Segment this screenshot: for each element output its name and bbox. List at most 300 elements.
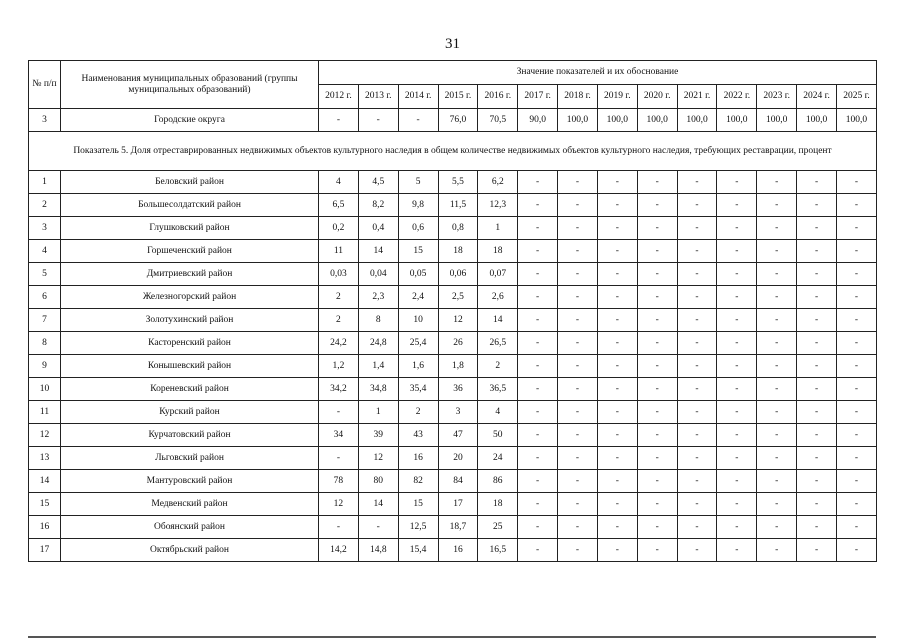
row-value: 15 (398, 493, 438, 516)
row-value: 4 (319, 171, 359, 194)
row-name: Обоянский район (61, 516, 319, 539)
row-value: - (677, 355, 717, 378)
row-value: 2 (478, 355, 518, 378)
table-row (29, 240, 877, 263)
row-value: - (518, 378, 558, 401)
row-value: - (757, 539, 797, 562)
row-name: Конышевский район (61, 355, 319, 378)
row-value: - (717, 401, 757, 424)
row-value: - (558, 516, 598, 539)
row-value: 1 (478, 217, 518, 240)
row-value: - (757, 355, 797, 378)
row-value: 10 (398, 309, 438, 332)
row-value: - (717, 286, 757, 309)
row-value: 8,2 (358, 194, 398, 217)
row-value: - (757, 378, 797, 401)
row-value: - (518, 470, 558, 493)
row-value: 9,8 (398, 194, 438, 217)
row-value: - (797, 171, 837, 194)
header-year: 2024 г. (797, 85, 837, 109)
row-value: - (836, 217, 876, 240)
row-value: - (319, 109, 359, 132)
row-value: 17 (438, 493, 478, 516)
row-value: - (836, 378, 876, 401)
row-value: - (717, 332, 757, 355)
row-value: - (836, 355, 876, 378)
row-value: 5 (398, 171, 438, 194)
row-value: - (757, 470, 797, 493)
table-row (29, 401, 877, 424)
row-value: - (597, 378, 637, 401)
row-value: - (757, 447, 797, 470)
row-value: - (558, 355, 598, 378)
row-value: - (518, 401, 558, 424)
table-row (29, 286, 877, 309)
row-name: Кореневский район (61, 378, 319, 401)
table-row (29, 424, 877, 447)
row-value: 50 (478, 424, 518, 447)
row-value: 3 (438, 401, 478, 424)
row-value: 15,4 (398, 539, 438, 562)
row-value: 36 (438, 378, 478, 401)
row-name: Мантуровский район (61, 470, 319, 493)
row-value: 0,05 (398, 263, 438, 286)
row-name: Беловский район (61, 171, 319, 194)
row-value: - (797, 424, 837, 447)
row-value: - (597, 539, 637, 562)
table-row (29, 217, 877, 240)
row-value: 34 (319, 424, 359, 447)
row-value: 0,4 (358, 217, 398, 240)
row-value: 12 (358, 447, 398, 470)
row-value: - (677, 309, 717, 332)
row-value: 6,2 (478, 171, 518, 194)
row-name: Городские округа (61, 109, 319, 132)
row-value: - (398, 109, 438, 132)
row-value: 82 (398, 470, 438, 493)
row-value: 70,5 (478, 109, 518, 132)
row-value: 0,07 (478, 263, 518, 286)
row-value: - (518, 309, 558, 332)
header-year: 2019 г. (597, 85, 637, 109)
row-value: 2 (319, 309, 359, 332)
row-value: - (717, 194, 757, 217)
row-value: - (518, 240, 558, 263)
table-body (29, 109, 877, 562)
row-value: - (518, 539, 558, 562)
row-value: - (637, 401, 677, 424)
row-value: - (717, 470, 757, 493)
row-value: - (797, 539, 837, 562)
row-value: - (677, 424, 717, 447)
table-row (29, 447, 877, 470)
row-value: - (836, 516, 876, 539)
row-value: - (597, 401, 637, 424)
row-value: - (717, 309, 757, 332)
row-value: - (797, 447, 837, 470)
row-value: - (358, 516, 398, 539)
row-value: 1,2 (319, 355, 359, 378)
row-value: - (677, 171, 717, 194)
row-value: - (717, 447, 757, 470)
row-value: 34,2 (319, 378, 359, 401)
row-value: - (597, 309, 637, 332)
row-value: 2 (319, 286, 359, 309)
row-name: Медвенский район (61, 493, 319, 516)
row-value: 100,0 (637, 109, 677, 132)
row-value: - (518, 263, 558, 286)
row-value: 18 (478, 240, 518, 263)
row-value: 1,6 (398, 355, 438, 378)
row-value: 20 (438, 447, 478, 470)
row-number: 9 (29, 355, 61, 378)
row-value: 11,5 (438, 194, 478, 217)
row-value: - (358, 109, 398, 132)
row-value: - (717, 516, 757, 539)
row-value: - (597, 355, 637, 378)
row-name: Октябрьский район (61, 539, 319, 562)
table-row (29, 378, 877, 401)
row-value: 11 (319, 240, 359, 263)
row-value: - (797, 286, 837, 309)
row-value: 14 (358, 240, 398, 263)
row-value: 1,8 (438, 355, 478, 378)
row-name: Горшеченский район (61, 240, 319, 263)
row-value: 2,6 (478, 286, 518, 309)
row-value: 39 (358, 424, 398, 447)
row-value: - (637, 539, 677, 562)
row-number: 14 (29, 470, 61, 493)
row-value: - (797, 217, 837, 240)
row-number: 8 (29, 332, 61, 355)
row-value: - (717, 355, 757, 378)
row-value: 24 (478, 447, 518, 470)
row-value: - (637, 516, 677, 539)
row-value: - (597, 240, 637, 263)
header-num: № п/п (29, 61, 61, 109)
header-name: Наименования муниципальных образований (группы муниципальных образований) (61, 61, 319, 109)
row-value: - (597, 493, 637, 516)
row-value: - (518, 332, 558, 355)
row-value: - (637, 171, 677, 194)
row-value: 12 (438, 309, 478, 332)
row-value: - (717, 240, 757, 263)
row-value: - (597, 470, 637, 493)
header-year: 2022 г. (717, 85, 757, 109)
header-year: 2020 г. (637, 85, 677, 109)
row-value: - (637, 240, 677, 263)
row-value: - (836, 493, 876, 516)
row-value: - (597, 447, 637, 470)
row-value: - (518, 194, 558, 217)
row-value: - (518, 516, 558, 539)
row-value: 25,4 (398, 332, 438, 355)
row-value: 100,0 (558, 109, 598, 132)
row-value: - (637, 309, 677, 332)
row-value: 34,8 (358, 378, 398, 401)
row-value: - (677, 516, 717, 539)
row-value: - (637, 355, 677, 378)
section-title: Показатель 5. Доля отреставрированных недвижимых объектов культурного наследия в общем количестве недвижимых объектов культурного наследия, требующих реставрации, процент (29, 132, 877, 171)
row-value: - (637, 447, 677, 470)
row-number: 12 (29, 424, 61, 447)
table-row-top (29, 109, 877, 132)
row-value: 24,8 (358, 332, 398, 355)
row-value: - (797, 263, 837, 286)
row-value: 16 (398, 447, 438, 470)
row-value: - (797, 516, 837, 539)
row-value: - (518, 286, 558, 309)
row-number: 15 (29, 493, 61, 516)
header-year: 2012 г. (319, 85, 359, 109)
row-value: - (677, 286, 717, 309)
row-value: 26,5 (478, 332, 518, 355)
row-name: Касторенский район (61, 332, 319, 355)
header-row-group (29, 61, 877, 85)
row-value: - (836, 286, 876, 309)
row-value: - (797, 194, 837, 217)
row-value: - (558, 378, 598, 401)
row-value: 6,5 (319, 194, 359, 217)
row-value: - (677, 217, 717, 240)
row-value: - (597, 263, 637, 286)
row-value: - (518, 447, 558, 470)
row-number: 17 (29, 539, 61, 562)
row-value: - (717, 378, 757, 401)
page-bottom-rule (28, 636, 876, 638)
row-value: 15 (398, 240, 438, 263)
row-value: - (558, 539, 598, 562)
row-value: - (558, 470, 598, 493)
table-row (29, 332, 877, 355)
row-value: - (836, 309, 876, 332)
row-value: - (677, 493, 717, 516)
row-value: - (836, 539, 876, 562)
row-value: - (558, 240, 598, 263)
row-value: - (558, 194, 598, 217)
row-value: - (558, 263, 598, 286)
row-value: 14 (358, 493, 398, 516)
row-value: 12,3 (478, 194, 518, 217)
row-value: 2 (398, 401, 438, 424)
row-value: - (677, 470, 717, 493)
row-value: - (797, 401, 837, 424)
row-value: - (797, 493, 837, 516)
row-value: 8 (358, 309, 398, 332)
row-value: - (677, 447, 717, 470)
header-year: 2025 г. (836, 85, 876, 109)
row-value: - (597, 217, 637, 240)
row-name: Железногорский район (61, 286, 319, 309)
row-value: 18 (478, 493, 518, 516)
row-name: Глушковский район (61, 217, 319, 240)
row-value: - (637, 286, 677, 309)
row-value: - (319, 447, 359, 470)
row-value: - (597, 424, 637, 447)
row-value: 0,06 (438, 263, 478, 286)
row-value: - (558, 171, 598, 194)
row-value: - (677, 332, 717, 355)
row-value: 0,6 (398, 217, 438, 240)
header-year: 2017 г. (518, 85, 558, 109)
row-value: 1,4 (358, 355, 398, 378)
row-value: - (597, 332, 637, 355)
row-value: - (558, 309, 598, 332)
row-value: 16,5 (478, 539, 518, 562)
section-row (29, 132, 877, 171)
row-value: - (319, 401, 359, 424)
row-number: 1 (29, 171, 61, 194)
row-value: - (797, 309, 837, 332)
row-value: - (836, 447, 876, 470)
row-value: - (757, 401, 797, 424)
row-value: - (757, 240, 797, 263)
row-value: - (757, 263, 797, 286)
row-number: 3 (29, 217, 61, 240)
row-value: - (637, 493, 677, 516)
table-row (29, 470, 877, 493)
row-value: - (797, 470, 837, 493)
row-value: - (757, 424, 797, 447)
row-name: Золотухинский район (61, 309, 319, 332)
row-value: - (836, 263, 876, 286)
indicator-table (28, 60, 877, 562)
row-number: 10 (29, 378, 61, 401)
row-value: - (836, 470, 876, 493)
row-value: 4,5 (358, 171, 398, 194)
header-year: 2014 г. (398, 85, 438, 109)
row-value: - (677, 401, 717, 424)
row-value: - (518, 355, 558, 378)
row-value: 18,7 (438, 516, 478, 539)
row-value: 35,4 (398, 378, 438, 401)
page-number: 31 (445, 36, 460, 52)
row-value: - (717, 424, 757, 447)
row-value: - (597, 286, 637, 309)
row-value: - (558, 401, 598, 424)
row-value: - (757, 194, 797, 217)
row-value: 1 (358, 401, 398, 424)
row-value: - (797, 332, 837, 355)
row-value: - (757, 493, 797, 516)
table-row (29, 171, 877, 194)
row-value: 84 (438, 470, 478, 493)
row-value: 2,5 (438, 286, 478, 309)
row-name: Большесолдатский район (61, 194, 319, 217)
row-value: - (836, 401, 876, 424)
row-value: - (597, 171, 637, 194)
row-value: 12,5 (398, 516, 438, 539)
row-value: - (637, 217, 677, 240)
row-value: - (717, 539, 757, 562)
row-value: - (637, 470, 677, 493)
header-year: 2018 г. (558, 85, 598, 109)
row-value: - (677, 378, 717, 401)
row-value: - (757, 309, 797, 332)
row-number: 2 (29, 194, 61, 217)
table-row (29, 309, 877, 332)
row-number: 13 (29, 447, 61, 470)
row-value: 0,2 (319, 217, 359, 240)
header-year: 2016 г. (478, 85, 518, 109)
row-value: - (757, 516, 797, 539)
row-value: 14 (478, 309, 518, 332)
row-value: 80 (358, 470, 398, 493)
row-value: 4 (478, 401, 518, 424)
row-value: 100,0 (797, 109, 837, 132)
row-value: 100,0 (677, 109, 717, 132)
row-value: - (558, 447, 598, 470)
row-value: 76,0 (438, 109, 478, 132)
row-value: - (558, 217, 598, 240)
row-value: - (836, 424, 876, 447)
row-value: 12 (319, 493, 359, 516)
row-value: 100,0 (597, 109, 637, 132)
row-value: 47 (438, 424, 478, 447)
table-row (29, 263, 877, 286)
row-value: - (677, 539, 717, 562)
row-value: 100,0 (836, 109, 876, 132)
row-value: - (836, 171, 876, 194)
row-value: 0,8 (438, 217, 478, 240)
row-value: - (717, 217, 757, 240)
row-value: - (677, 194, 717, 217)
row-value: - (518, 424, 558, 447)
table-row (29, 516, 877, 539)
row-value: - (717, 171, 757, 194)
row-value: 14,2 (319, 539, 359, 562)
row-value: - (757, 171, 797, 194)
row-value: - (717, 493, 757, 516)
row-value: 36,5 (478, 378, 518, 401)
row-value: - (637, 194, 677, 217)
row-value: 2,4 (398, 286, 438, 309)
row-value: - (637, 424, 677, 447)
row-value: 26 (438, 332, 478, 355)
row-value: - (836, 240, 876, 263)
header-year: 2023 г. (757, 85, 797, 109)
row-value: - (836, 332, 876, 355)
row-value: - (717, 263, 757, 286)
row-value: 18 (438, 240, 478, 263)
row-value: - (757, 217, 797, 240)
row-value: 16 (438, 539, 478, 562)
row-number: 5 (29, 263, 61, 286)
row-value: 25 (478, 516, 518, 539)
table-row (29, 355, 877, 378)
row-value: - (797, 355, 837, 378)
row-name: Курчатовский район (61, 424, 319, 447)
row-number: 3 (29, 109, 61, 132)
row-value: - (677, 240, 717, 263)
row-value: - (518, 493, 558, 516)
row-value: 43 (398, 424, 438, 447)
row-value: - (637, 378, 677, 401)
row-number: 6 (29, 286, 61, 309)
row-value: 14,8 (358, 539, 398, 562)
row-value: 5,5 (438, 171, 478, 194)
row-value: 86 (478, 470, 518, 493)
row-value: 24,2 (319, 332, 359, 355)
row-name: Курский район (61, 401, 319, 424)
header-values-group: Значение показателей и их обоснование (319, 61, 877, 85)
row-value: 2,3 (358, 286, 398, 309)
row-value: - (558, 332, 598, 355)
row-value: - (757, 332, 797, 355)
row-value: 90,0 (518, 109, 558, 132)
row-value: - (518, 171, 558, 194)
row-value: - (597, 516, 637, 539)
